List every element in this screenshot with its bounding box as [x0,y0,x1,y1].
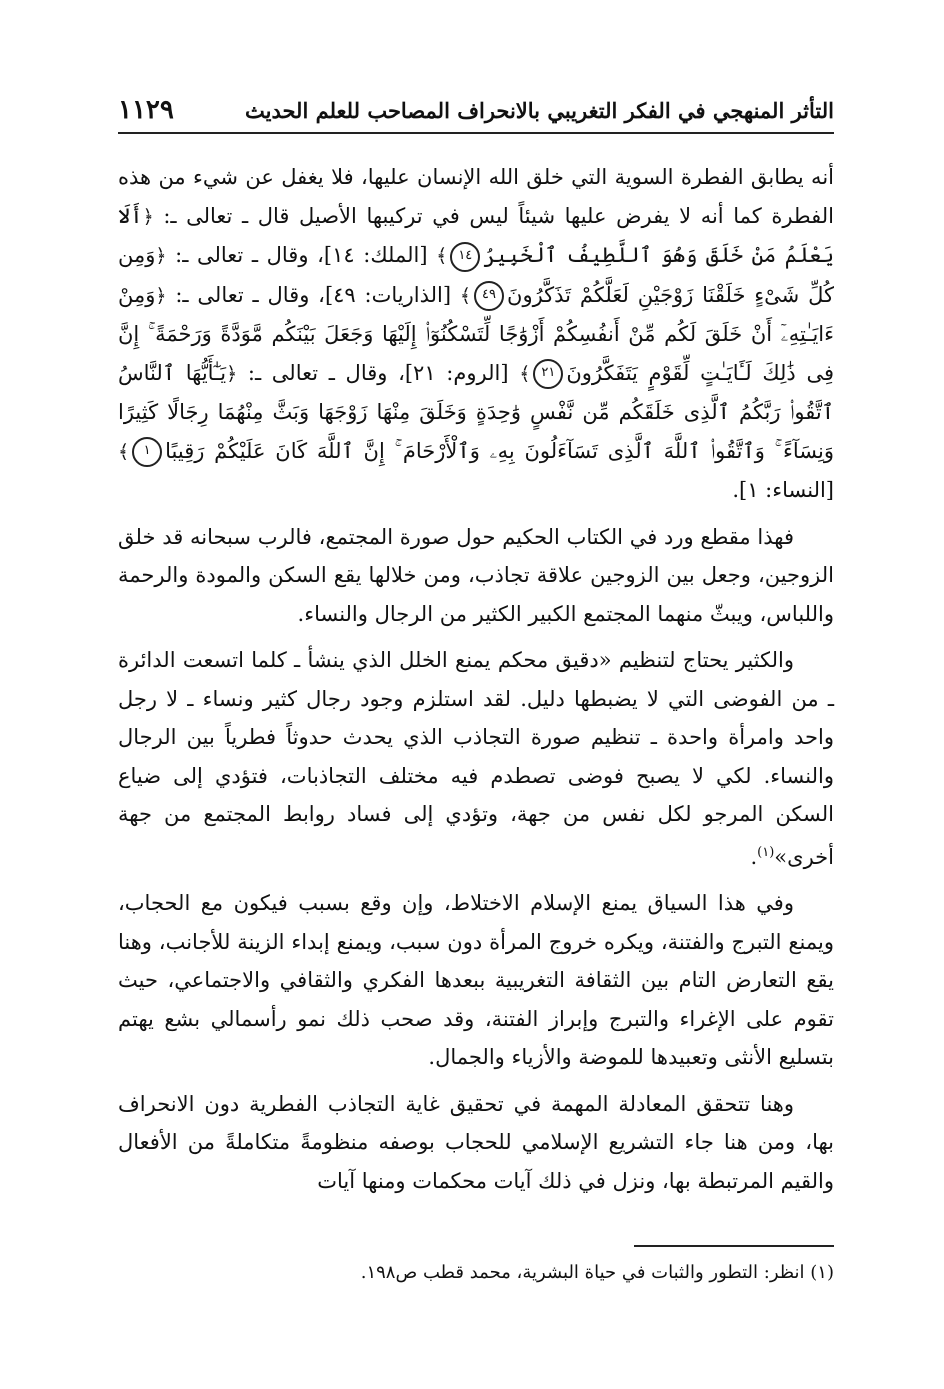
intro-text: أنه يطابق الفطرة السوية التي خلق الله الإنسان عليها، فلا يغفل عن شيء من هذه الفطرة كما أنه لا يفرض عليها شيئاً ليس في تركيبها الأصيل قال ـ تعالى ـ: [118,165,834,228]
ayah-number-marker: ٢١ [533,359,563,389]
page-number: ١١٢٩ [118,95,174,125]
footnote-separator [634,1245,834,1247]
quran-close-bracket: ﴾ [118,440,130,463]
quran-open-bracket: ﴿ [142,205,154,228]
quran-verse-mulk: أَلَا يَعْلَمُ مَنْ خَلَقَ وَهُوَ ٱللَّطِيفُ ٱلْخَبِيرُ [118,203,835,267]
body-text [118,158,834,1208]
footnote-text: انظر: التطور والثبات في حياة البشرية، محمد قطب ص١٩٨. [360,1262,811,1283]
quran-close-bracket: ﴾ [519,362,531,385]
verse-reference: [الملك: ١٤]، وقال ـ تعالى ـ: [166,243,437,267]
sentence-end: . [750,844,758,869]
ayah-number-marker: ١ [132,437,162,467]
quran-open-bracket: ﴿ [155,284,167,307]
paragraph-hijab-legislation: وهنا تتحقق المعادلة المهمة في تحقيق غاية التجاذب الفطرية دون الانحراف بها، ومن هنا جاء التشريع الإسلامي للحجاب بوصفه منظومةً متكاملةً من الأفعال والقيم المرتبطة بها، ونزل في ذلك آيات محكمات ومنها آيات [118,1091,834,1193]
verse-reference: [النساء: ١]. [732,478,834,502]
running-header [118,88,834,134]
header-title: التأثر المنهجي في الفكر التغريبي بالانحراف المصاحب للعلم الحديث [245,97,834,123]
footnote [118,1258,834,1288]
ayah-number-marker: ٤٩ [474,281,504,311]
verse-reference: [الذاريات: ٤٩]، وقال ـ تعالى ـ: [166,282,460,307]
paragraph-regulation [118,641,834,876]
paragraph-quran-verses [118,158,834,510]
verse-reference: [الروم: ٢١]، وقال ـ تعالى ـ: [237,360,520,385]
quran-verse-rum: وَمِنْ ءَايَـٰتِهِۦٓ أَنْ خَلَقَ لَكُم مِّنْ أَنفُسِكُمْ أَزْوَٰجًا لِّتَسْكُنُوٓا۟ إِلَيْهَا وَجَعَلَ بَيْنَكُم مَّوَدَّةً وَرَحْمَةً ۚ إِنَّ فِى ذَٰلِكَ لَـَٔايَـٰتٍ لِّقَوْمٍ يَتَفَكَّرُونَ [118,282,834,385]
footnote-reference[interactable]: (١) [757,844,775,860]
paragraph-society-image: فهذا مقطع ورد في الكتاب الحكيم حول صورة المجتمع، فالرب سبحانه قد خلق الزوجين، وجعل بين الزوجين علاقة تجاذب، ومن خلالها يقع السكن والمودة والرحمة واللباس، ويبثّ منهما المجتمع الكبير الكثير من الرجال والنساء. [118,524,834,626]
ayah-number-marker: ١٤ [450,242,480,272]
paragraph-islam-mixing: وفي هذا السياق يمنع الإسلام الاختلاط، وإن وقع بسبب فيكون مع الحجاب، ويمنع التبرج والفتنة، ويكره خروج المرأة دون سبب، ويمنع إبداء الزينة للأجانب، وهنا يقع التعارض التام بين الثقافة التغريبية ببعدها الفكري والثقافي والاجتماعي، حيث تقوم على الإغراء والتبرج وإبراز الفتنة، وقد صحب ذلك نمو رأسمالي بشع يهتم بتسليع الأنثى وتعبيدها للموضة والأزياء والجمال. [118,891,834,1069]
footnote-number: (١) [810,1262,834,1283]
quran-open-bracket: ﴿ [155,245,167,267]
quran-close-bracket: ﴾ [436,245,448,267]
quran-verse-dhariyat: وَمِن كُلِّ شَىْءٍ خَلَقْنَا زَوْجَيْنِ لَعَلَّكُمْ تَذَكَّرُونَ [118,243,834,307]
quran-open-bracket: ﴿ [226,362,238,385]
quran-close-bracket: ﴾ [459,284,472,307]
quoted-text: والكثير يحتاج لتنظيم «دقيق محكم يمنع الخلل الذي ينشأ ـ كلما اتسعت الدائرة ـ من الفوضى التي لا يضبطها دليل. لقد استلزم وجود رجال كثير ونساء ـ لا رجل واحد وامرأة واحدة ـ تنظيم صورة التجاذب الذي يحدث حدوثاً فطرياً بين الرجال والنساء. لكي لا يصبح فوضى تصطدم فيه مختلف التجاذبات، فتؤدي إلى ضياع السكن المرجو لكل نفس من جهة، وتؤدي إلى فساد روابط المجتمع من جهة أخرى» [118,648,834,869]
quran-verse-nisa: يَـٰٓأَيُّهَا ٱلنَّاسُ ٱتَّقُوا۟ رَبَّكُمُ ٱلَّذِى خَلَقَكُم مِّن نَّفْسٍ وَٰحِدَةٍ وَخَلَقَ مِنْهَا زَوْجَهَا وَبَثَّ مِنْهُمَا رِجَالًا كَثِيرًا وَنِسَآءً ۚ وَٱتَّقُوا۟ ٱللَّهَ ٱلَّذِى تَسَآءَلُونَ بِهِۦ وَٱلْأَرْحَامَ ۚ إِنَّ ٱللَّهَ كَانَ عَلَيْكُمْ رَقِيبًا [118,360,834,463]
